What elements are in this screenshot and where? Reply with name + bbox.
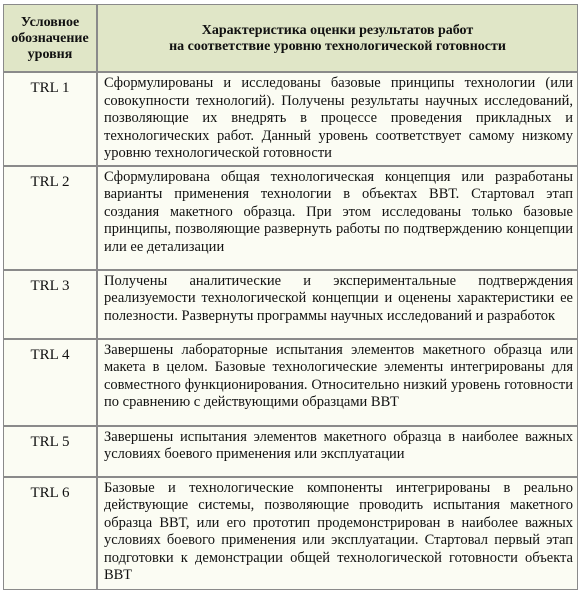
header-level-text: Условное обозначение уровня [11,14,89,62]
description-cell: Завершены испытания элементов макетного образца в наиболее важных условиях боевого применения или эксплуатации [97,426,578,477]
level-cell: TRL 3 [3,270,97,339]
table-row [3,477,578,590]
header-characteristics [97,4,578,72]
table-row [3,339,578,426]
level-cell: TRL 1 [3,72,97,166]
table-row [3,270,578,339]
description-cell: Базовые и технологические компоненты интегрированы в реально действующие системы, позволяющие проводить испытания макетного образца ВВТ, или его прототип продемонстрирован в наиболее важных условиях боевого применения или эксплуатации. Стартовал первый этап подготовки к демонстрации общей технологической готовности объекта ВВТ [97,477,578,590]
trl-table [3,4,578,590]
level-cell: TRL 5 [3,426,97,477]
table-row [3,72,578,166]
header-characteristics-line1: Характеристика оценки результатов работ [201,22,474,38]
table-row [3,426,578,477]
header-level-designation [3,4,97,72]
level-cell: TRL 2 [3,166,97,270]
level-cell: TRL 6 [3,477,97,590]
description-cell: Завершены лабораторные испытания элементов макетного образца или макета в целом. Базовые технологические элементы интегрированы для совместного функционирования. Относительно низкий уровень готовности по сравнению с действующими образцами ВВТ [97,339,578,426]
table-row [3,166,578,270]
description-cell: Сформулирована общая технологическая концепция или разработаны варианты применения технологии в объектах ВВТ. Стартовал этап создания макетного образца. При этом исследованы только базовые принципы, позволяющие развернуть работы по подтверждению концепции или ее детализации [97,166,578,270]
description-cell: Сформулированы и исследованы базовые принципы технологии (или совокупности технологий). Получены результаты научных исследований, позволяющие их внедрять в процессе проведения прикладных и технологических работ. Данный уровень соответствует самому низкому уровню технологической готовности [97,72,578,166]
level-cell: TRL 4 [3,339,97,426]
description-cell: Получены аналитические и экспериментальные подтверждения реализуемости технологической концепции и оценены характеристики ее полезности. Развернуты программы научных исследований и разработок [97,270,578,339]
header-characteristics-line2: на соответствие уровню технологической готовности [169,38,506,54]
table-header-row [3,4,578,72]
